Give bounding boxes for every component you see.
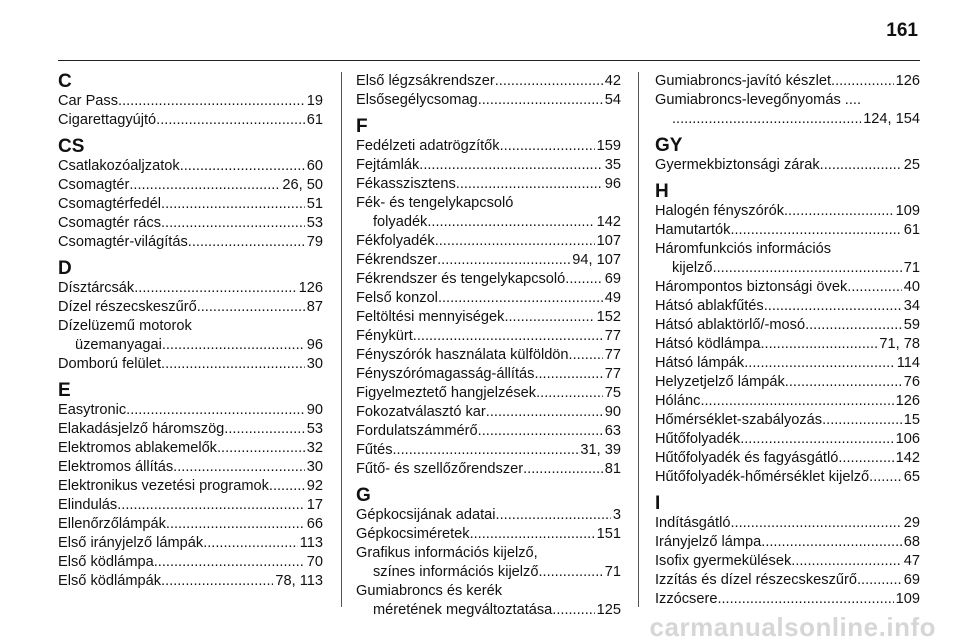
entry-page: 35 — [604, 157, 621, 173]
entry-label: Első irányjelző lámpák — [58, 535, 204, 551]
index-entry — [655, 514, 920, 533]
entry-page: 152 — [596, 309, 621, 325]
entry-label: Feltöltési mennyiségek — [356, 309, 505, 325]
index-entry — [58, 279, 323, 298]
index-entry — [655, 72, 920, 91]
index-entry — [58, 420, 323, 439]
index-entry — [655, 335, 920, 354]
index-entry — [58, 515, 323, 534]
dot-leader — [820, 156, 902, 175]
dot-leader — [761, 533, 902, 552]
entry-page: 71 — [903, 260, 920, 276]
entry-label: Halogén fényszórók — [655, 203, 784, 219]
entry-label-continued: színes információs kijelző — [373, 564, 539, 580]
entry-page: 71, 78 — [879, 336, 920, 352]
entry-page: 53 — [306, 215, 323, 231]
entry-label: Cigarettagyújtó — [58, 112, 157, 128]
index-entry — [58, 401, 323, 420]
entry-label: Gépkocsiméretek — [356, 526, 470, 542]
entry-page: 78, 113 — [275, 573, 323, 589]
entry-page: 69 — [903, 572, 920, 588]
dot-leader — [419, 156, 603, 175]
entry-page: 96 — [306, 337, 323, 353]
dot-leader — [504, 308, 594, 327]
dot-leader — [569, 346, 603, 365]
entry-label: Izzócsere — [655, 591, 718, 607]
dot-leader — [126, 401, 305, 420]
dot-leader — [197, 298, 305, 317]
entry-page: 3 — [612, 507, 621, 523]
entry-label: Elakadásjelző háromszög — [58, 421, 225, 437]
entry-page: 71 — [604, 564, 621, 580]
dot-leader — [438, 289, 603, 308]
entry-label: Hátsó ablakfűtés — [655, 298, 764, 314]
entry-page: 31, 39 — [580, 442, 621, 458]
entry-page: 25 — [903, 157, 920, 173]
dot-leader — [730, 514, 901, 533]
entry-page: 66 — [306, 516, 323, 532]
entry-label: Indításgátló — [655, 515, 731, 531]
entry-page: 59 — [903, 317, 920, 333]
entry-page: 26, 50 — [282, 177, 323, 193]
index-section — [655, 72, 920, 129]
index-entry — [58, 439, 323, 458]
dot-leader — [764, 297, 902, 316]
entry-label: Dísztárcsák — [58, 280, 135, 296]
entry-label: Elindulás — [58, 497, 118, 513]
index-entry — [356, 232, 621, 251]
index-entry — [356, 327, 621, 346]
entry-page: 151 — [596, 526, 621, 542]
entry-page: 96 — [604, 176, 621, 192]
header-rule — [58, 60, 920, 61]
index-entry — [58, 176, 323, 195]
dot-leader — [154, 553, 305, 572]
index-entry — [356, 175, 621, 194]
entry-label: Car Pass — [58, 93, 119, 109]
entry-page: 94, 107 — [572, 252, 621, 268]
entry-page: 29 — [903, 515, 920, 531]
entry-page: 15 — [903, 412, 920, 428]
entry-label: Fékrendszer és tengelykapcsoló — [356, 271, 566, 287]
entry-label-continued: kijelző — [672, 260, 713, 276]
entry-page: 51 — [306, 196, 323, 212]
index-entry — [58, 458, 323, 477]
index-entry — [58, 477, 323, 496]
dot-leader — [713, 259, 902, 278]
dot-leader — [478, 422, 603, 441]
entry-label: Hőmérséklet-szabályozás — [655, 412, 823, 428]
index-entry — [655, 156, 920, 175]
section-letter: H — [655, 181, 669, 202]
entry-label: Háromfunkciós információs — [655, 241, 831, 257]
index-entry — [356, 91, 621, 110]
entry-page: 124, 154 — [863, 111, 920, 127]
entry-label: Hátsó ablaktörlő/-mosó — [655, 317, 806, 333]
index-entry — [58, 534, 323, 553]
entry-label: Első légzsákrendszer — [356, 73, 495, 89]
index-entry — [356, 506, 621, 525]
entry-label: Isofix gyermekülések — [655, 553, 792, 569]
index-section — [58, 72, 323, 130]
index-entry — [356, 72, 621, 91]
entry-page: 90 — [604, 404, 621, 420]
entry-label: Csomagtér rács — [58, 215, 161, 231]
entry-page: 34 — [903, 298, 920, 314]
index-entry — [356, 346, 621, 365]
dot-leader — [785, 373, 902, 392]
dot-leader — [478, 91, 603, 110]
index-entry — [58, 195, 323, 214]
page-number: 161 — [886, 20, 918, 41]
index-column-2 — [356, 72, 621, 620]
entry-label: Dízelüzemű motorok — [58, 318, 192, 334]
entry-page: 77 — [604, 328, 621, 344]
dot-leader — [456, 175, 603, 194]
dot-leader — [188, 233, 305, 252]
entry-label: Izzítás és dízel részecskeszűrő — [655, 572, 857, 588]
dot-leader — [161, 572, 273, 591]
entry-label: Hólánc — [655, 393, 701, 409]
dot-leader — [413, 327, 603, 346]
dot-leader — [495, 72, 603, 91]
index-column-3 — [655, 72, 920, 609]
index-entry — [655, 202, 920, 221]
dot-leader — [538, 563, 602, 582]
dot-leader — [822, 411, 902, 430]
entry-label: Gyermekbiztonsági zárak — [655, 157, 820, 173]
dot-leader — [427, 213, 594, 232]
entry-page: 68 — [903, 534, 920, 550]
entry-page: 47 — [903, 553, 920, 569]
index-entry — [655, 430, 920, 449]
index-entry — [356, 422, 621, 441]
entry-label: Elektromos állítás — [58, 459, 174, 475]
entry-label: Figyelmeztető hangjelzések — [356, 385, 537, 401]
index-entry — [655, 297, 920, 316]
entry-label: Fejtámlák — [356, 157, 420, 173]
entry-label: Első ködlámpák — [58, 573, 162, 589]
entry-label: Irányjelző lámpa — [655, 534, 762, 550]
index-entry — [655, 221, 920, 240]
entry-label: Fékasszisztens — [356, 176, 456, 192]
index-column-1 — [58, 72, 323, 591]
index-entry — [655, 571, 920, 590]
index-entry — [655, 533, 920, 552]
entry-label: Gumiabroncs és kerék — [356, 583, 502, 599]
entry-label: Elsősegélycsomag — [356, 92, 478, 108]
index-entry — [655, 449, 920, 468]
entry-page: 75 — [604, 385, 621, 401]
entry-page: 77 — [604, 366, 621, 382]
dot-leader — [166, 515, 305, 534]
entry-label-continued: üzemanyagai — [75, 337, 162, 353]
entry-label: Felső konzol — [356, 290, 438, 306]
index-entry — [356, 270, 621, 289]
index-entry — [356, 441, 621, 460]
index-section — [58, 259, 323, 374]
index-entry — [655, 411, 920, 430]
entry-label: Fényszórók használata külföldön — [356, 347, 569, 363]
entry-label: Fékfolyadék — [356, 233, 435, 249]
section-letter: I — [655, 493, 661, 514]
entry-page: 76 — [903, 374, 920, 390]
entry-label: Fűtő- és szellőzőrendszer — [356, 461, 524, 477]
entry-page: 65 — [903, 469, 920, 485]
entry-label: Fordulatszámmérő — [356, 423, 478, 439]
index-entry — [356, 156, 621, 175]
entry-label: Hárompontos biztonsági övek — [655, 279, 848, 295]
index-entry — [58, 317, 323, 355]
index-entry — [356, 544, 621, 582]
entry-label: Csomagtér-világítás — [58, 234, 188, 250]
index-entry — [655, 468, 920, 487]
dot-leader — [161, 214, 305, 233]
dot-leader — [162, 336, 305, 355]
entry-label-continued: méretének megváltoztatása — [373, 602, 553, 618]
entry-label: Hűtőfolyadék-hőmérséklet kijelző — [655, 469, 870, 485]
dot-leader — [180, 157, 305, 176]
entry-label: Fék- és tengelykapcsoló — [356, 195, 514, 211]
dot-leader — [269, 477, 305, 496]
dot-leader — [393, 441, 579, 460]
index-entry — [356, 403, 621, 422]
entry-label: Fénykürt — [356, 328, 413, 344]
entry-label: Domború felület — [58, 356, 162, 372]
entry-label: Helyzetjelző lámpák — [655, 374, 785, 390]
entry-label: Gumiabroncs-levegőnyomás .... — [655, 92, 862, 108]
entry-label: Fokozatválasztó kar — [356, 404, 486, 420]
index-entry — [356, 194, 621, 232]
index-entry — [58, 553, 323, 572]
entry-page: 42 — [604, 73, 621, 89]
section-letter: C — [58, 71, 72, 92]
index-entry — [58, 298, 323, 317]
index-entry — [655, 373, 920, 392]
column-divider — [341, 72, 342, 607]
entry-page: 54 — [604, 92, 621, 108]
dot-leader — [437, 251, 570, 270]
dot-leader — [118, 92, 305, 111]
dot-leader — [129, 176, 280, 195]
entry-page: 53 — [306, 421, 323, 437]
entry-page: 142 — [895, 450, 920, 466]
entry-page: 109 — [895, 591, 920, 607]
entry-label: Ellenőrzőlámpák — [58, 516, 166, 532]
entry-label: Fűtés — [356, 442, 393, 458]
entry-page: 63 — [604, 423, 621, 439]
entry-page: 142 — [596, 214, 621, 230]
index-entry — [356, 251, 621, 270]
dot-leader — [740, 430, 893, 449]
dot-leader — [672, 110, 861, 129]
index-entry — [58, 157, 323, 176]
entry-page: 19 — [306, 93, 323, 109]
dot-leader — [534, 365, 602, 384]
entry-label: Hamutartók — [655, 222, 731, 238]
dot-leader — [117, 496, 305, 515]
dot-leader — [523, 460, 603, 479]
entry-page: 159 — [596, 138, 621, 154]
dot-leader — [161, 195, 305, 214]
entry-label: Elektronikus vezetési programok — [58, 478, 269, 494]
index-entry — [356, 289, 621, 308]
entry-page: 81 — [604, 461, 621, 477]
index-section — [655, 494, 920, 609]
dot-leader — [161, 355, 305, 374]
index-section — [58, 137, 323, 252]
section-letter: CS — [58, 136, 85, 157]
entry-label: Grafikus információs kijelző, — [356, 545, 538, 561]
dot-leader — [500, 137, 595, 156]
entry-page: 17 — [306, 497, 323, 513]
entry-label: Hátsó ködlámpa — [655, 336, 761, 352]
dot-leader — [486, 403, 603, 422]
index-section — [356, 72, 621, 110]
entry-page: 32 — [306, 440, 323, 456]
index-entry — [58, 355, 323, 374]
dot-leader — [838, 449, 893, 468]
entry-page: 79 — [306, 234, 323, 250]
dot-leader — [791, 552, 902, 571]
index-entry — [356, 365, 621, 384]
entry-page: 106 — [895, 431, 920, 447]
entry-page: 61 — [306, 112, 323, 128]
dot-leader — [217, 439, 305, 458]
index-entry — [655, 316, 920, 335]
entry-page: 69 — [604, 271, 621, 287]
dot-leader — [869, 468, 902, 487]
entry-page: 30 — [306, 459, 323, 475]
index-entry — [655, 392, 920, 411]
entry-label: Csomagtérfedél — [58, 196, 162, 212]
entry-page: 61 — [903, 222, 920, 238]
dot-leader — [744, 354, 895, 373]
dot-leader — [496, 506, 611, 525]
entry-page: 40 — [903, 279, 920, 295]
index-entry — [655, 590, 920, 609]
index-entry — [58, 111, 323, 130]
index-entry — [356, 460, 621, 479]
index-entry — [655, 552, 920, 571]
entry-page: 49 — [604, 290, 621, 306]
index-entry — [58, 496, 323, 515]
dot-leader — [717, 590, 893, 609]
entry-label: Hűtőfolyadék — [655, 431, 741, 447]
dot-leader — [700, 392, 893, 411]
index-section — [356, 117, 621, 479]
index-entry — [655, 91, 920, 129]
entry-label-continued: folyadék — [373, 214, 428, 230]
index-entry — [655, 278, 920, 297]
entry-label: Fékrendszer — [356, 252, 438, 268]
section-letter: D — [58, 258, 72, 279]
dot-leader — [760, 335, 877, 354]
index-entry — [356, 525, 621, 544]
entry-page: 125 — [596, 602, 621, 618]
index-section — [356, 486, 621, 620]
index-entry — [356, 384, 621, 403]
entry-label: Hátsó lámpák — [655, 355, 745, 371]
entry-label: Csatlakozóaljzatok — [58, 158, 180, 174]
entry-label: Fedélzeti adatrögzítők — [356, 138, 500, 154]
section-letter: GY — [655, 135, 683, 156]
entry-page: 70 — [306, 554, 323, 570]
dot-leader — [831, 72, 894, 91]
entry-label: Fényszórómagasság-állítás — [356, 366, 535, 382]
entry-page: 126 — [298, 280, 323, 296]
entry-label: Hűtőfolyadék és fagyásgátló — [655, 450, 839, 466]
index-section — [655, 136, 920, 175]
index-section — [655, 182, 920, 487]
dot-leader — [470, 525, 595, 544]
entry-page: 107 — [596, 233, 621, 249]
index-section — [58, 381, 323, 591]
entry-label: Első ködlámpa — [58, 554, 154, 570]
entry-label: Gépkocsijának adatai — [356, 507, 496, 523]
entry-page: 87 — [306, 299, 323, 315]
entry-page: 30 — [306, 356, 323, 372]
index-entry — [356, 308, 621, 327]
dot-leader — [536, 384, 603, 403]
dot-leader — [847, 278, 902, 297]
dot-leader — [435, 232, 595, 251]
entry-page: 126 — [895, 393, 920, 409]
entry-page: 113 — [299, 535, 323, 551]
entry-page: 114 — [896, 355, 920, 371]
entry-label: Easytronic — [58, 402, 127, 418]
dot-leader — [805, 316, 902, 335]
dot-leader — [857, 571, 902, 590]
entry-label: Csomagtér — [58, 177, 130, 193]
entry-page: 60 — [306, 158, 323, 174]
dot-leader — [134, 279, 296, 298]
entry-page: 90 — [306, 402, 323, 418]
entry-label: Gumiabroncs-javító készlet — [655, 73, 832, 89]
entry-page: 109 — [895, 203, 920, 219]
column-divider — [638, 72, 639, 607]
section-letter: G — [356, 485, 371, 506]
index-entry — [356, 137, 621, 156]
entry-page: 77 — [604, 347, 621, 363]
entry-page: 92 — [306, 478, 323, 494]
dot-leader — [173, 458, 305, 477]
entry-page: 126 — [895, 73, 920, 89]
section-letter: F — [356, 116, 368, 137]
dot-leader — [784, 202, 894, 221]
index-entry — [58, 214, 323, 233]
dot-leader — [224, 420, 304, 439]
dot-leader — [565, 270, 602, 289]
entry-label: Dízel részecskeszűrő — [58, 299, 197, 315]
index-entry — [655, 240, 920, 278]
watermark: carmanualsonline.info — [649, 612, 936, 642]
dot-leader — [156, 111, 305, 130]
dot-leader — [203, 534, 298, 553]
dot-leader — [730, 221, 901, 240]
index-entry — [655, 354, 920, 373]
index-entry — [58, 92, 323, 111]
index-entry — [58, 233, 323, 252]
section-letter: E — [58, 380, 71, 401]
index-entry — [58, 572, 323, 591]
entry-label: Elektromos ablakemelők — [58, 440, 217, 456]
